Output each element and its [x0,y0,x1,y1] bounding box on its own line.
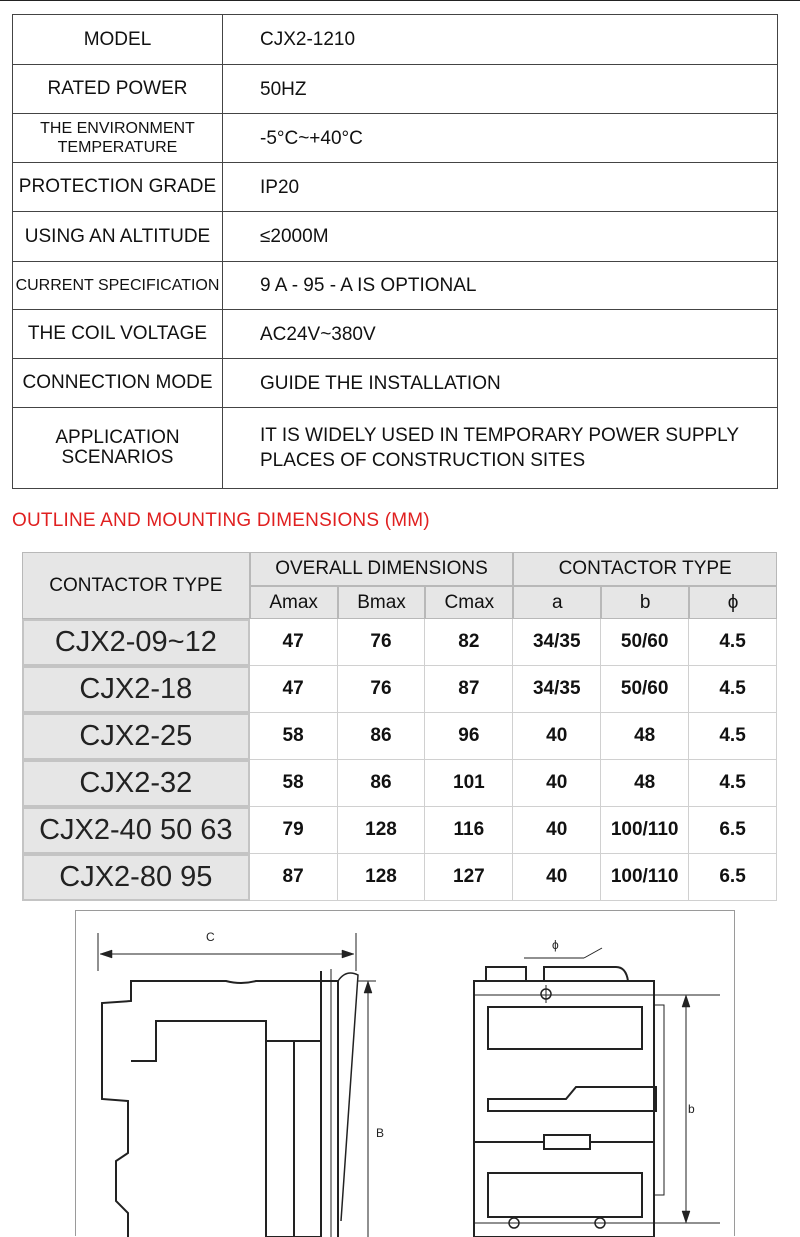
spec-label [13,408,223,489]
table-row [22,760,777,807]
label-c: C [206,930,215,944]
contactor-type-header: CONTACTOR TYPE [513,552,777,586]
value-cmax: 82 [425,619,513,666]
spec-row [13,65,778,114]
contactor-type: CJX2-18 [22,666,250,713]
col-header: Bmax [338,586,426,619]
value-bmax: 86 [338,713,426,760]
spec-table [12,14,778,489]
col-header: Cmax [425,586,513,619]
col-header: b [601,586,689,619]
spec-label: CURRENT SPECIFICATION [13,262,223,310]
value-b: 50/60 [601,619,689,666]
spec-row [13,310,778,359]
value-cmax: 87 [425,666,513,713]
spec-row [13,114,778,163]
value-amax: 87 [250,854,338,901]
spec-label-text: APPLICATION SCENARIOS [55,427,180,468]
dim-header-row [22,552,777,586]
spec-row [13,163,778,212]
value-phi: 6.5 [689,807,777,854]
col-header: a [513,586,601,619]
value-amax: 58 [250,713,338,760]
value-b: 48 [601,713,689,760]
value-bmax: 86 [338,760,426,807]
col-header: ϕ [689,586,777,619]
contactor-type: CJX2-25 [22,713,250,760]
value-amax: 58 [250,760,338,807]
value-phi: 6.5 [689,854,777,901]
value-a: 40 [513,854,601,901]
table-row [22,807,777,854]
contactor-type: CJX2-40 50 63 [22,807,250,854]
value-phi: 4.5 [689,760,777,807]
type-header: CONTACTOR TYPE [22,552,250,619]
value-a: 34/35 [513,666,601,713]
spec-value: IP20 [223,163,778,212]
value-amax: 47 [250,666,338,713]
overall-dimensions-header: OVERALL DIMENSIONS [250,552,514,586]
spec-value: ≤2000M [223,212,778,262]
spec-value: AC24V~380V [223,310,778,359]
contactor-type: CJX2-32 [22,760,250,807]
spec-row [13,359,778,408]
spec-label: THE ENVIRONMENT TEMPERATURE [13,114,223,163]
spec-value: CJX2-1210 [223,15,778,65]
value-phi: 4.5 [689,619,777,666]
spec-value: 50HZ [223,65,778,114]
spec-row [13,262,778,310]
value-b: 100/110 [601,807,689,854]
value-cmax: 101 [425,760,513,807]
value-b: 50/60 [601,666,689,713]
label-b-lower: b [688,1102,695,1116]
value-b: 100/110 [601,854,689,901]
spec-label: USING AN ALTITUDE [13,212,223,262]
value-bmax: 128 [338,807,426,854]
spec-row [13,212,778,262]
spec-value-text: IT IS WIDELY USED IN TEMPORARY POWER SUPPLY PLACES OF CONSTRUCTION SITES [260,425,739,471]
section-title: OUTLINE AND MOUNTING DIMENSIONS (MM) [12,510,430,531]
value-bmax: 76 [338,666,426,713]
side-view [98,933,376,1237]
value-phi: 4.5 [689,713,777,760]
top-rule [0,0,800,1]
value-bmax: 128 [338,854,426,901]
spec-label: RATED POWER [13,65,223,114]
value-bmax: 76 [338,619,426,666]
table-row [22,713,777,760]
spec-label: PROTECTION GRADE [13,163,223,212]
value-a: 40 [513,713,601,760]
contactor-type: CJX2-80 95 [22,854,250,901]
spec-value [223,408,778,489]
value-a: 40 [513,807,601,854]
value-cmax: 116 [425,807,513,854]
label-phi: ϕ [552,938,559,952]
value-cmax: 96 [425,713,513,760]
spec-value: -5°C~+40°C [223,114,778,163]
spec-label: MODEL [13,15,223,65]
outline-drawing [75,910,735,1236]
value-amax: 47 [250,619,338,666]
value-phi: 4.5 [689,666,777,713]
spec-label: CONNECTION MODE [13,359,223,408]
front-view [474,948,720,1237]
table-row [22,666,777,713]
spec-row [13,15,778,65]
spec-value: GUIDE THE INSTALLATION [223,359,778,408]
table-row [22,619,777,666]
value-amax: 79 [250,807,338,854]
value-b: 48 [601,760,689,807]
spec-label: THE COIL VOLTAGE [13,310,223,359]
contactor-type: CJX2-09~12 [22,619,250,666]
label-b-upper: B [376,1126,385,1140]
outline-drawing-svg [76,911,734,1237]
col-header: Amax [250,586,338,619]
value-cmax: 127 [425,854,513,901]
spec-row [13,408,778,489]
table-row [22,854,777,901]
dimension-table [22,552,777,901]
spec-value: 9 A - 95 - A IS OPTIONAL [223,262,778,310]
value-a: 34/35 [513,619,601,666]
value-a: 40 [513,760,601,807]
